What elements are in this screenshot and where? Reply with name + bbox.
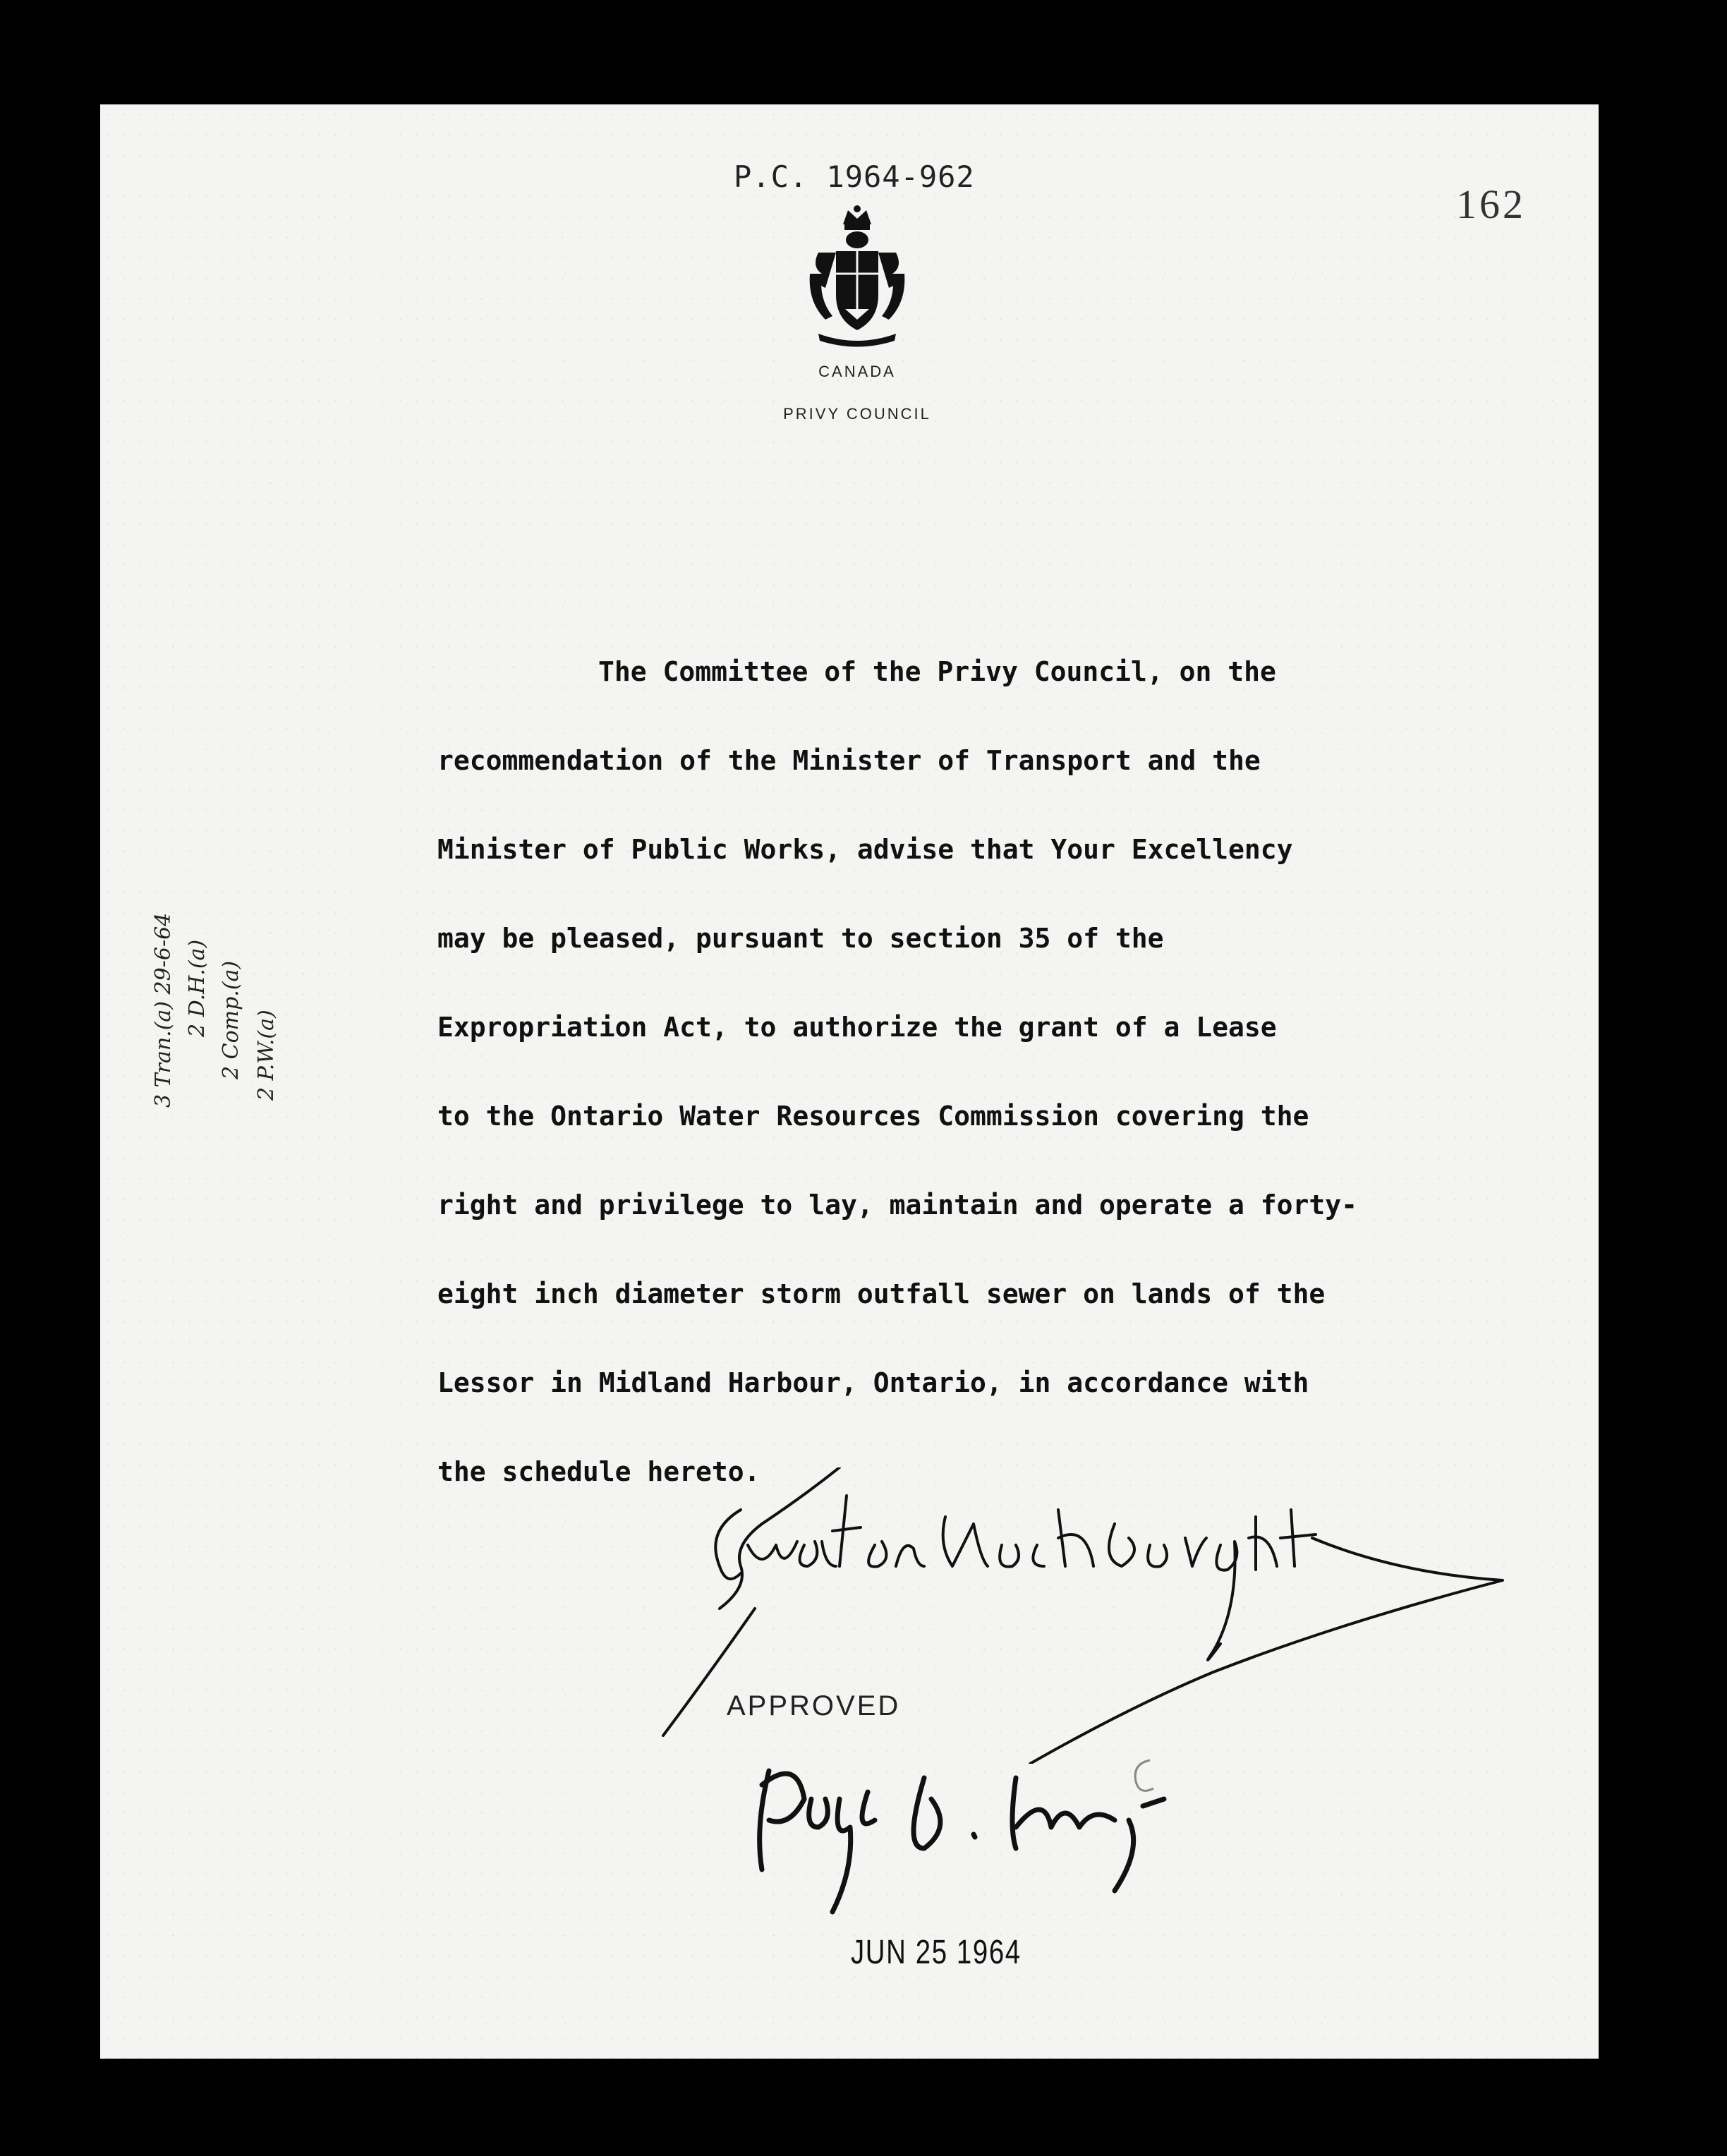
body-line: Lessor in Midland Harbour, Ontario, in accordance with bbox=[437, 1367, 1309, 1398]
margin-note: 2 P.W.(a) bbox=[254, 1010, 279, 1101]
body-line: Expropriation Act, to authorize the grant of a Lease bbox=[437, 1012, 1277, 1043]
body-line: The Committee of the Privy Council, on the bbox=[598, 656, 1276, 687]
body-line: may be pleased, pursuant to section 35 of the bbox=[437, 923, 1164, 954]
page-number: 162 bbox=[1456, 181, 1526, 227]
date-stamp: JUN 25 1964 bbox=[851, 1934, 1022, 1971]
body-line: Minister of Public Works, advise that Your Excellency bbox=[437, 834, 1293, 865]
body-line: right and privilege to lay, maintain and operate a forty- bbox=[437, 1189, 1358, 1221]
margin-note: 3 Tran.(a) 29-6-64 bbox=[151, 912, 176, 1108]
body-line: to the Ontario Water Resources Commission covering the bbox=[437, 1101, 1309, 1132]
country-heading: CANADA bbox=[818, 363, 896, 380]
order-in-council-number: P.C. 1964-962 bbox=[734, 159, 975, 194]
body-line: recommendation of the Minister of Transport and the bbox=[437, 745, 1261, 776]
office-heading: PRIVY COUNCIL bbox=[783, 405, 931, 423]
distribution-margin-notes bbox=[148, 832, 289, 1129]
margin-note: 2 D.H.(a) bbox=[185, 939, 210, 1037]
approved-label: APPROVED bbox=[727, 1690, 901, 1721]
pencil-mark bbox=[1129, 1757, 1157, 1799]
coat-of-arms-icon bbox=[804, 203, 910, 351]
body-line: the schedule hereto. bbox=[437, 1456, 761, 1487]
body-line: eight inch diameter storm outfall sewer on lands of the bbox=[437, 1278, 1326, 1309]
order-body-text bbox=[437, 650, 1439, 1539]
margin-note: 2 Comp.(a) bbox=[219, 960, 243, 1079]
